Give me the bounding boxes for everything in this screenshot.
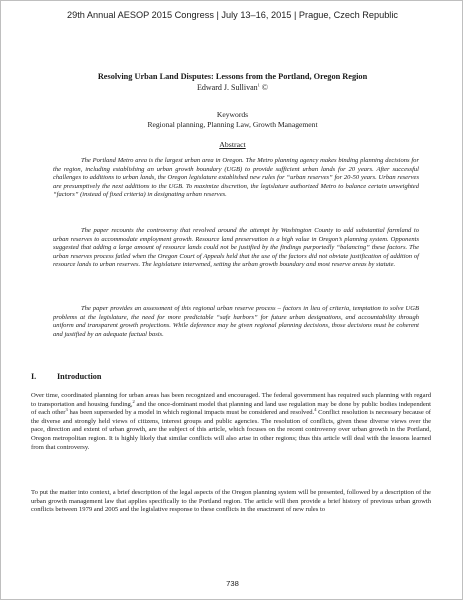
author-footnote-ref: 1 xyxy=(257,82,260,88)
copyright-symbol: © xyxy=(261,83,268,92)
body-paragraph-1 xyxy=(31,392,431,452)
section-heading xyxy=(31,372,101,381)
body-paragraph-2: To put the matter into context, a brief description of the legal aspects of the Oregon planning system will be presented, followed by a description of the urban growth management law that applies specifically to the Portland region. The article will then provide a brief history of previous urban growth conflicts between 1979 and 2005 and the legislative response to these conflicts in the enactment of new rules to xyxy=(31,489,431,514)
abstract-paragraph-3: The paper provides an assessment of this regional urban reserve process – factors in lieu of criteria, temptation to solve UGB problems at the legislature, the need for more predictable “safe harbors” for future urban designations, and accountability through uniform and transparent growth projections. While deference may be given regional planning decisions, those decisions must be coherent and justified by an adequate factual basis. xyxy=(53,305,419,338)
section-number: I. xyxy=(31,372,37,381)
abstract-paragraph-2: The paper recounts the controversy that revolved around the attempt by Washington County to add substantial farmland to urban reserves to accommodate employment growth. Resource land preservation is a high value in Oregon’s planning system. Opponents suggested that adding a large amount of resource lands could not be justified by the findings purportedly “balancing” these factors. The urban reserves process failed when the Oregon Court of Appeals held that the use of the factors did not obviate justification of addition of resource lands to urban reserves. The legislature intervened, setting the urban growth boundary and most reserve areas by statute. xyxy=(53,227,419,269)
keywords-list: Regional planning, Planning Law, Growth Management xyxy=(147,120,318,129)
footnote-ref: 4 xyxy=(314,407,317,412)
abstract-paragraph-1: The Portland Metro area is the largest urban area in Oregon. The Metro planning agency makes binding planning decisions for the region, including establishing an urban growth boundary (UGB) to provide sufficient urban lands for 20 years. After successful challenges to additions to urban lands, the Oregon legislature established new rules for “urban reserves” for 20-50 years. Urban reserves are presumptively the next additions to the UGB. To maximize discretion, the legislature authorized Metro to balance certain unweighted “factors” (instead of fixed criteria) in designating urban reserves. xyxy=(53,157,419,199)
running-header: 29th Annual AESOP 2015 Congress | July 13–16, 2015 | Prague, Czech Republic xyxy=(67,10,398,20)
author-name: Edward J. Sullivan xyxy=(197,83,258,92)
footnote-ref: 3 xyxy=(65,407,68,412)
abstract-heading xyxy=(1,140,463,149)
body-text: has been superseded by a model in which regional impacts must be considered and resolved. xyxy=(67,409,315,417)
abstract-heading-text: Abstract xyxy=(219,140,246,149)
body-text: Over time, coordinated planning for urban areas has been recognized and encouraged. The federal government has required such planning with regard to transportation and housing funding, xyxy=(31,392,431,408)
page-number: 738 xyxy=(226,579,239,588)
section-title: Introduction xyxy=(57,372,102,381)
keywords-heading: Keywords xyxy=(216,110,249,119)
body-text: Conflict resolution is necessary because of the diverse and strongly held views of citizens, interest groups and public agencies. The resolution of conflicts, given these diverse views over the pace, direction and extent of urban growth, are the subject of this article, which focuses on the recent controversy over urban growth in the Portland, Oregon metropolitan region. It is highly likely that similar conflicts will also arise in other regions; thus this article will deal with the lessons learned from that controversy. xyxy=(31,409,431,451)
body-text: and the once-dominant model that planning and land use regulation may be done by public bodies independent of each other xyxy=(31,400,431,417)
footnote-ref: 2 xyxy=(132,398,135,404)
author-line xyxy=(1,83,463,92)
paper-title: Resolving Urban Land Disputes: Lessons from the Portland, Oregon Region xyxy=(97,72,368,81)
